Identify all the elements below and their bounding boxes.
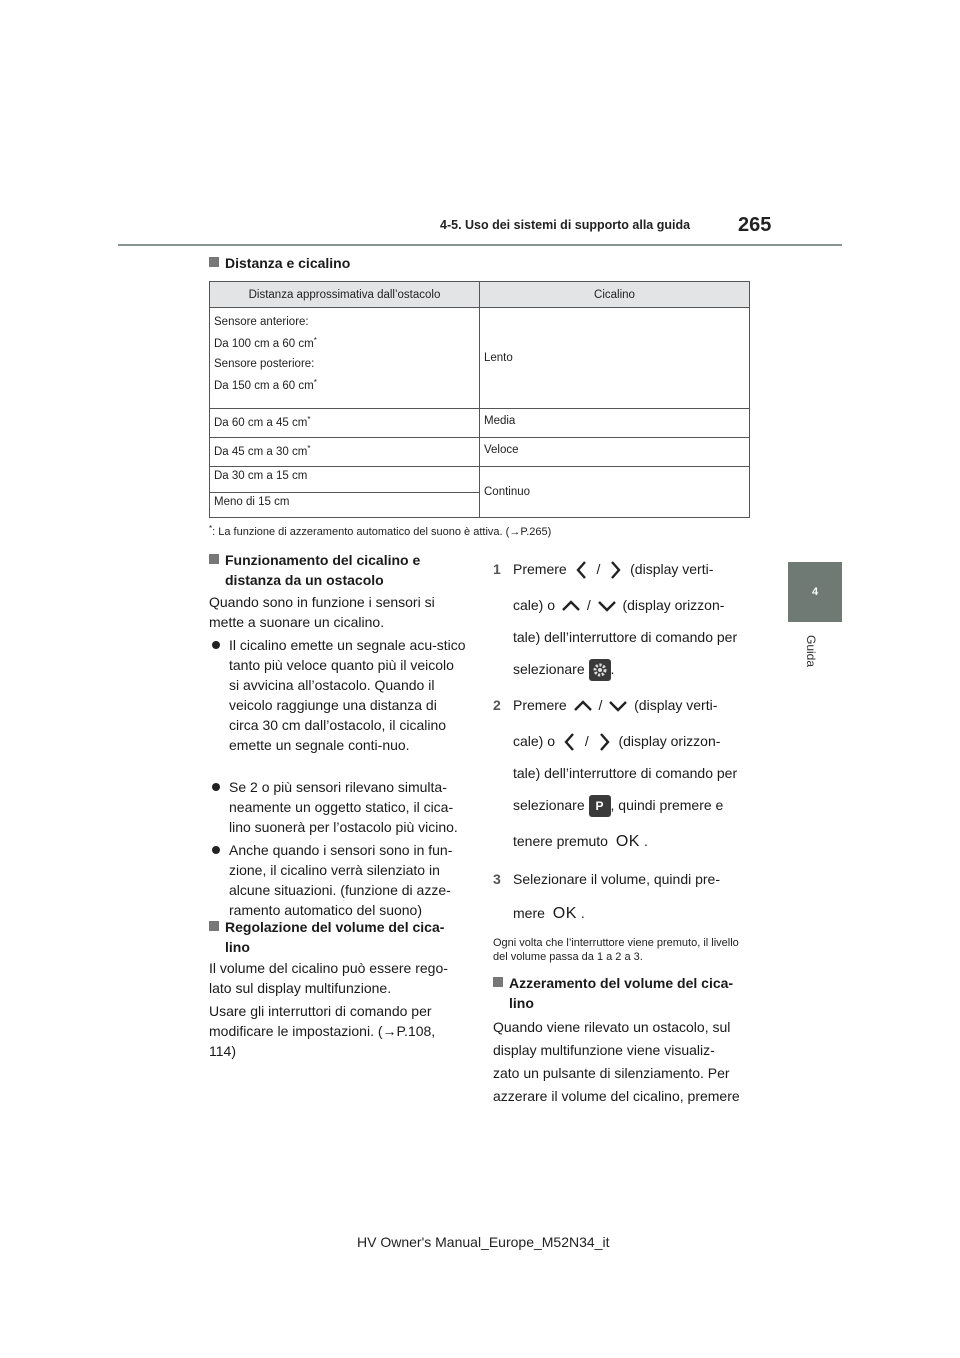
col-header-distance: Distanza approssimativa dall’ostacolo	[210, 282, 480, 308]
chevron-up-icon	[571, 696, 595, 716]
table-footnote: *: La funzione di azzeramento automatico del suono è attiva. (→P.265)	[209, 524, 552, 538]
chevron-right-icon	[593, 730, 615, 754]
table-row	[210, 308, 750, 409]
gear-icon	[589, 659, 611, 681]
chevron-left-icon	[559, 730, 581, 754]
table-cell: Lento	[480, 308, 750, 409]
list-item: Anche quando i sensori sono in fun-zione, il cicalino verrà silenziato in alcune situazioni. (funzione di azze-ramento automatico del suono)	[209, 840, 463, 920]
intro-paragraph: Quando sono in funzione i sensori si mette a suonare un cicalino.	[209, 594, 435, 630]
table-cell: Da 60 cm a 45 cm*	[210, 409, 480, 438]
table-cell: Media	[480, 409, 750, 438]
bullet-icon	[212, 641, 220, 649]
table-row	[210, 467, 750, 493]
table-cell: Sensore anteriore: Da 100 cm a 60 cm* Sensore posteriore: Da 150 cm a 60 cm*	[210, 308, 480, 409]
table-heading: Distanza e cicalino	[209, 253, 350, 273]
col-header-beep: Cicalino	[480, 282, 750, 308]
chevron-left-icon	[571, 558, 593, 582]
volume-paragraph: Il volume del cicalino può essere rego-lato sul display multifunzione.	[209, 960, 448, 996]
chevron-right-icon	[604, 558, 626, 582]
square-bullet-icon	[209, 554, 219, 564]
volume-note: Ogni volta che l’interruttore viene premuto, il livello del volume passa da 1 a 2 a 3.	[493, 937, 739, 963]
heading-volume-adjust: Regolazione del volume del cica-lino	[209, 917, 464, 957]
table-row	[210, 409, 750, 438]
list-item: Se 2 o più sensori rilevano simulta-neamente un oggetto statico, il cica-lino suonerà per l’ostacolo più vicino.	[209, 777, 471, 837]
bullet-icon	[212, 846, 220, 854]
page-number: 265	[738, 214, 772, 236]
chapter-tab: 4	[788, 562, 842, 622]
distance-beep-table	[209, 281, 750, 518]
parking-sensor-icon: P	[589, 795, 611, 817]
bullet-icon	[212, 783, 220, 791]
table-row	[210, 438, 750, 467]
ok-button-icon: OK	[552, 905, 577, 923]
heading-volume-reset: Azzeramento del volume del cica-lino	[493, 973, 751, 1013]
step-2: 2 Premere / (display verti- cale) o / (display orizzon- tale) dell’interruttore di comando per selezionare P , quindi premere e tenere premuto OK .	[493, 690, 737, 857]
chevron-down-icon	[595, 596, 619, 616]
table-cell: Continuo	[480, 467, 750, 518]
table-cell: Da 45 cm a 30 cm*	[210, 438, 480, 467]
right-arrow-icon: →	[509, 526, 521, 538]
footer-manual-id: HV Owner's Manual_Europe_M52N34_it	[357, 1234, 610, 1250]
heading-beep-function: Funzionamento del cicalino e distanza da un ostacolo	[209, 550, 464, 590]
square-bullet-icon	[493, 977, 503, 987]
reset-paragraph: Quando viene rilevato un ostacolo, sul display multifunzione viene visualiz- zato un pulsante di silenziamento. Per azzerare il volume del cicalino, premere	[493, 1019, 740, 1104]
step-1: 1 Premere / (display verti- cale) o / (display orizzon- tale) dell’interruttore di comando per selezionare .	[493, 554, 737, 684]
table-cell: Veloce	[480, 438, 750, 467]
right-arrow-icon: →	[382, 1023, 397, 1039]
list-item: Il cicalino emette un segnale acu-stico tanto più veloce quanto più il veicolo si avvicina all’ostacolo. Quando il veicolo raggiunge una distanza di circa 30 cm dall’ostacolo, il cicalino emette un segnale conti-nuo.	[209, 635, 467, 755]
section-title: 4-5. Uso dei sistemi di supporto alla guida	[440, 218, 691, 232]
table-cell: Da 30 cm a 15 cm	[210, 467, 480, 493]
chevron-up-icon	[559, 596, 583, 616]
chapter-label: Guida	[804, 634, 818, 668]
header-rule	[118, 244, 842, 246]
square-bullet-icon	[209, 921, 219, 931]
table-header-row	[210, 282, 750, 308]
table-cell: Meno di 15 cm	[210, 493, 480, 518]
square-bullet-icon	[209, 257, 219, 267]
chevron-down-icon	[606, 696, 630, 716]
settings-paragraph: Usare gli interruttori di comando per modificare le impostazioni. (→P.108, 114)	[209, 1003, 436, 1059]
step-3: 3 Selezionare il volume, quindi pre- mere OK .	[493, 864, 720, 929]
ok-button-icon: OK	[615, 833, 640, 851]
